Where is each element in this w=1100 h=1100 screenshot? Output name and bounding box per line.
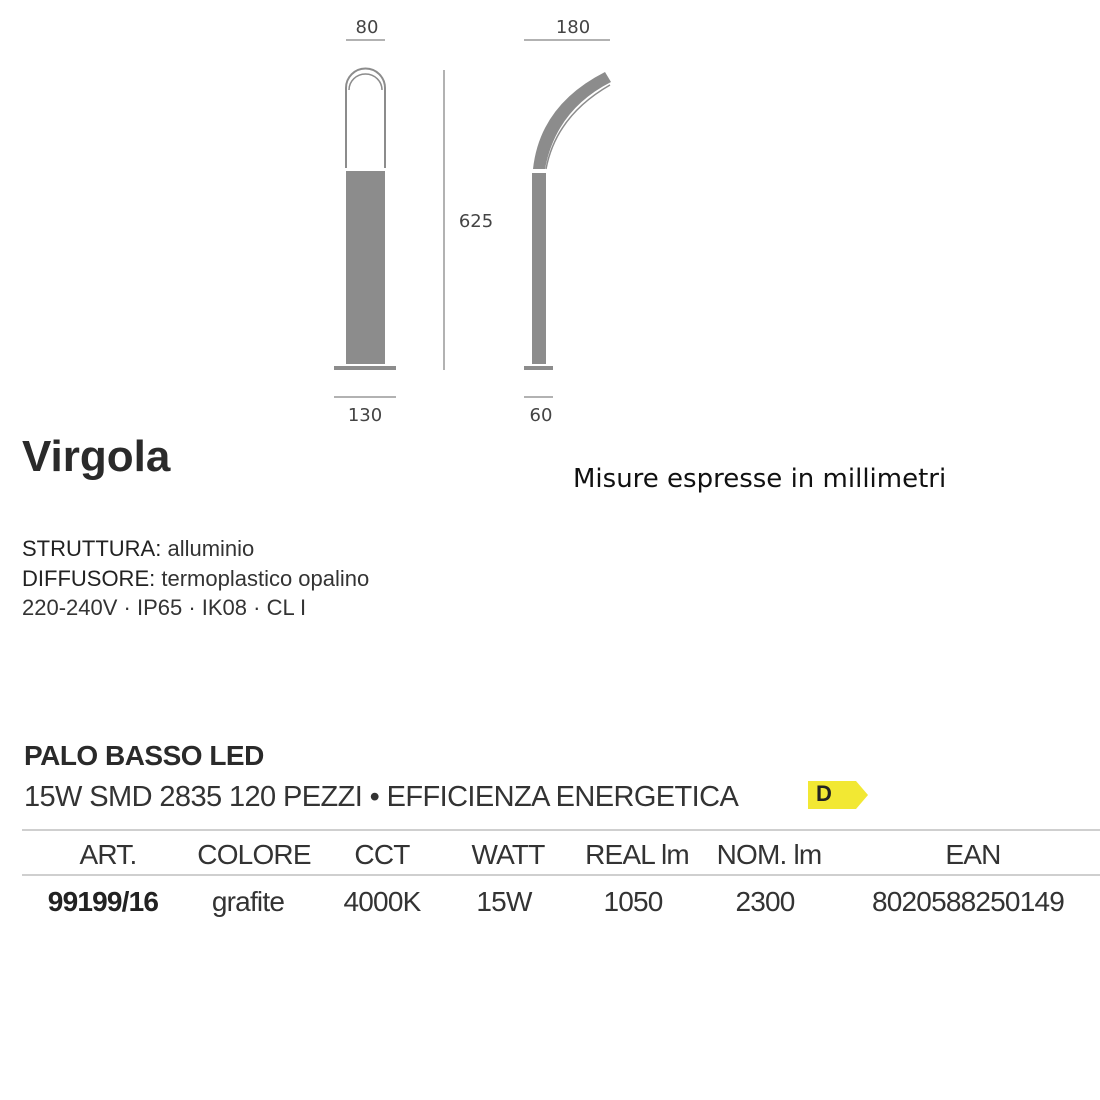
cell-art: 99199/16 — [47, 886, 159, 917]
header-watt: WATT — [471, 839, 545, 870]
units-note: Misure espresse in millimetri — [573, 464, 947, 494]
spec-value: 220-240V · IP65 · IK08 · CL I — [22, 595, 307, 620]
spec-label: STRUTTURA: — [22, 536, 162, 561]
spec-label: DIFFUSORE: — [22, 566, 156, 591]
cell-cct: 4000K — [343, 886, 421, 917]
side-top-width-label: 180 — [555, 17, 591, 38]
header-ean: EAN — [945, 839, 1001, 870]
energy-class-letter: D — [816, 781, 832, 806]
front-base-width-label: 130 — [347, 405, 383, 426]
section-subtitle: 15W SMD 2835 120 PEZZI • EFFICIENZA ENERGETICA — [24, 781, 739, 813]
cell-real-lm: 1050 — [603, 886, 663, 917]
height-label: 625 — [458, 211, 494, 232]
header-real-lm: REAL lm — [585, 839, 689, 870]
dimension-drawing — [0, 0, 700, 430]
header-cct: CCT — [354, 839, 410, 870]
header-colore: COLORE — [197, 839, 311, 870]
table-top-divider — [22, 829, 1100, 831]
front-top-width-label: 80 — [355, 17, 379, 38]
section-title: PALO BASSO LED — [24, 740, 264, 771]
front-view-lamp — [334, 69, 396, 371]
header-nom-lm: NOM. lm — [716, 839, 822, 870]
cell-watt: 15W — [476, 886, 532, 917]
side-view-lamp — [524, 72, 611, 370]
header-art: ART. — [79, 839, 137, 870]
spec-value: termoplastico opalino — [161, 566, 370, 591]
cell-colore: grafite — [211, 886, 285, 917]
energy-class-badge — [808, 781, 870, 809]
product-title: Virgola — [22, 432, 171, 481]
cell-nom-lm: 2300 — [735, 886, 795, 917]
spec-electrical — [22, 595, 306, 621]
spec-value: alluminio — [167, 536, 255, 561]
spec-diffuser — [22, 566, 369, 592]
cell-ean: 8020588250149 — [871, 886, 1065, 917]
side-base-width-label: 60 — [529, 405, 553, 426]
table-header-divider — [22, 874, 1100, 876]
spec-structure — [22, 536, 254, 562]
